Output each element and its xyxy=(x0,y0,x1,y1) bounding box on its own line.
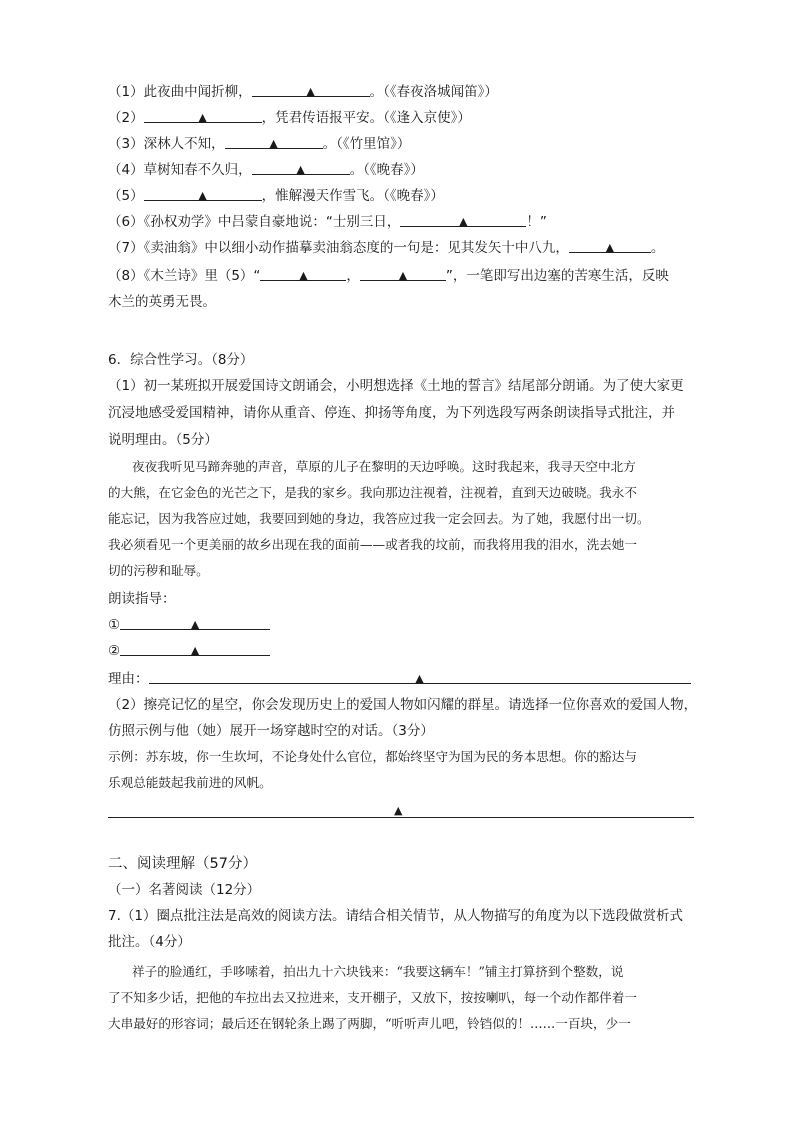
passage-line: 的大熊，在它金色的光芒之下，是我的家乡。我向那边注视着，注视着，直到天边破晓。我永不 xyxy=(108,485,637,500)
q5-line-2-post: ，凭君传语报平安。（《逢入京使》） xyxy=(261,110,471,126)
answer-blank[interactable] xyxy=(225,134,323,149)
triangle-marker-icon: ▲ xyxy=(190,618,200,631)
q5-line-1-post: 。（《春夜洛城闻笛》） xyxy=(369,84,498,100)
q5-line-8-mid: ， xyxy=(346,268,360,284)
q5-line-8 xyxy=(108,266,669,286)
passage-line: 了不知多少话，把他的车拉出去又拉进来，支开棚子，又放下，按按喇叭，每一个动作都伴着一 xyxy=(108,990,637,1005)
q5-line-6-pre: （6）《孙权劝学》中吕蒙自豪地说：“士别三日， xyxy=(108,214,401,230)
q5-line-4 xyxy=(108,160,424,180)
q5-line-1-pre: （1）此夜曲中闻折柳， xyxy=(108,84,252,100)
q5-line-6 xyxy=(108,212,547,232)
passage-line: 大串最好的形容词；最后还在钢轮条上踢了两脚，“听听声儿吧，铃铛似的！……一百块，少一 xyxy=(108,1016,631,1031)
triangle-marker-icon: ▲ xyxy=(299,269,308,282)
guide-item-1 xyxy=(108,615,270,635)
answer-blank[interactable] xyxy=(120,615,270,630)
triangle-marker-icon: ▲ xyxy=(190,644,200,657)
triangle-marker-icon: ▲ xyxy=(605,241,615,254)
passage-line: 祥子的脸通红，手哆嗦着，拍出九十六块钱来：“我要这辆车！”铺主打算挤到个整数，说 xyxy=(132,964,624,979)
q7-prompt-line: 批注。（4分） xyxy=(108,934,191,950)
answer-blank[interactable] xyxy=(252,160,350,175)
triangle-marker-icon: ▲ xyxy=(398,269,408,282)
triangle-marker-icon: ▲ xyxy=(415,672,424,685)
triangle-marker-icon: ▲ xyxy=(296,163,305,176)
passage-line: 夜夜我听见马蹄奔驰的声音，草原的儿子在黎明的天边呼唤。这时我起来，我寻天空中北方 xyxy=(132,459,636,474)
q5-line-8-pre: （8）《木兰诗》里（5）“ xyxy=(108,268,261,284)
answer-blank[interactable] xyxy=(120,641,270,656)
q6-prompt-line: 说明理由。（5分） xyxy=(108,432,218,448)
q5-line-8-post: ”，一笔即写出边塞的苦寒生活，反映 xyxy=(445,268,669,284)
q5-line-2-pre: （2） xyxy=(108,110,144,126)
triangle-marker-icon: ▲ xyxy=(269,137,278,150)
q5-line-3-post: 。（《竹里馆》） xyxy=(322,136,411,152)
reason-label: 理由： xyxy=(108,671,149,687)
q5-line-1 xyxy=(108,82,498,102)
guide-item-2 xyxy=(108,641,270,661)
triangle-marker-icon: ▲ xyxy=(394,804,403,817)
q6-prompt-line: （1）初一某班拟开展爱国诗文朗诵会，小明想选择《土地的誓言》结尾部分朗诵。为了使大家更 xyxy=(108,378,684,394)
q5-line-4-pre: （4）草树知春不久归， xyxy=(108,162,252,178)
answer-blank[interactable] xyxy=(144,186,262,201)
guide-number-2: ② xyxy=(108,643,121,659)
triangle-marker-icon: ▲ xyxy=(198,189,207,202)
triangle-marker-icon: ▲ xyxy=(306,85,315,98)
answer-blank[interactable] xyxy=(252,82,370,97)
triangle-marker-icon: ▲ xyxy=(459,215,468,228)
answer-blank[interactable] xyxy=(400,212,526,227)
q5-line-8-cont: 木兰的英勇无畏。 xyxy=(108,294,216,310)
q6-2-prompt-line: （2）擦亮记忆的星空，你会发现历史上的爱国人物如闪耀的群星。请选择一位你喜欢的爱国人物， xyxy=(108,697,698,713)
q5-line-7-post: 。 xyxy=(650,240,665,256)
guide-number-1: ① xyxy=(108,617,121,633)
section-heading: 二、阅读理解（57分） xyxy=(108,856,257,872)
q5-line-5-pre: （5） xyxy=(108,188,144,204)
q5-line-3-pre: （3）深林人不知， xyxy=(108,136,225,152)
q5-line-7 xyxy=(108,238,664,258)
example-line: 示例：苏东坡，你一生坎坷，不论身处什么官位，都始终坚守为国为民的务本思想。你的豁达与 xyxy=(108,749,637,764)
q5-line-4-post: 。（《晚春》） xyxy=(349,162,424,178)
answer-blank[interactable] xyxy=(149,669,691,684)
q5-line-7-pre: （7）《卖油翁》中以细小动作描摹卖油翁态度的一句是：见其发矢十中八九， xyxy=(108,240,569,256)
q5-line-3 xyxy=(108,134,410,154)
passage-line: 切的污秽和耻辱。 xyxy=(108,563,209,578)
q5-line-5-post: ，惟解漫天作雪飞。（《晚春》） xyxy=(261,188,444,204)
reading-guide-label: 朗读指导： xyxy=(108,591,176,607)
q5-line-6-post: ！” xyxy=(526,214,547,230)
reason-line xyxy=(108,669,691,689)
q6-prompt-line: 沉浸地感受爱国精神，请你从重音、停连、抑扬等角度，为下列选段写两条朗读指导式批注，并 xyxy=(108,405,675,421)
answer-blank[interactable] xyxy=(144,108,262,123)
subsection-heading: （一）名著阅读（12分） xyxy=(108,882,261,898)
q6-title: 6．综合性学习。（8分） xyxy=(108,352,254,368)
q5-line-5 xyxy=(108,186,444,206)
example-line: 乐观总能鼓起我前进的风帆。 xyxy=(108,775,272,790)
q5-line-2 xyxy=(108,108,471,128)
q7-prompt-line: 7.（1）圈点批注法是高效的阅读方法。请结合相关情节，从人物描写的角度为以下选段做赏析式 xyxy=(108,908,683,924)
answer-blank[interactable] xyxy=(569,238,651,253)
passage-line: 我必须看见一个更美丽的故乡出现在我的面前——或者我的坟前，而我将用我的泪水，洗去她一 xyxy=(108,537,637,552)
answer-blank[interactable] xyxy=(260,266,346,281)
q6-2-prompt-line: 仿照示例与他（她）展开一场穿越时空的对话。（3分） xyxy=(108,723,434,739)
passage-line: 能忘记，因为我答应过她，我要回到她的身边，我答应过我一定会回去。为了她，我愿付出一切。 xyxy=(108,511,650,526)
triangle-marker-icon: ▲ xyxy=(198,111,207,124)
answer-blank[interactable] xyxy=(360,266,446,281)
